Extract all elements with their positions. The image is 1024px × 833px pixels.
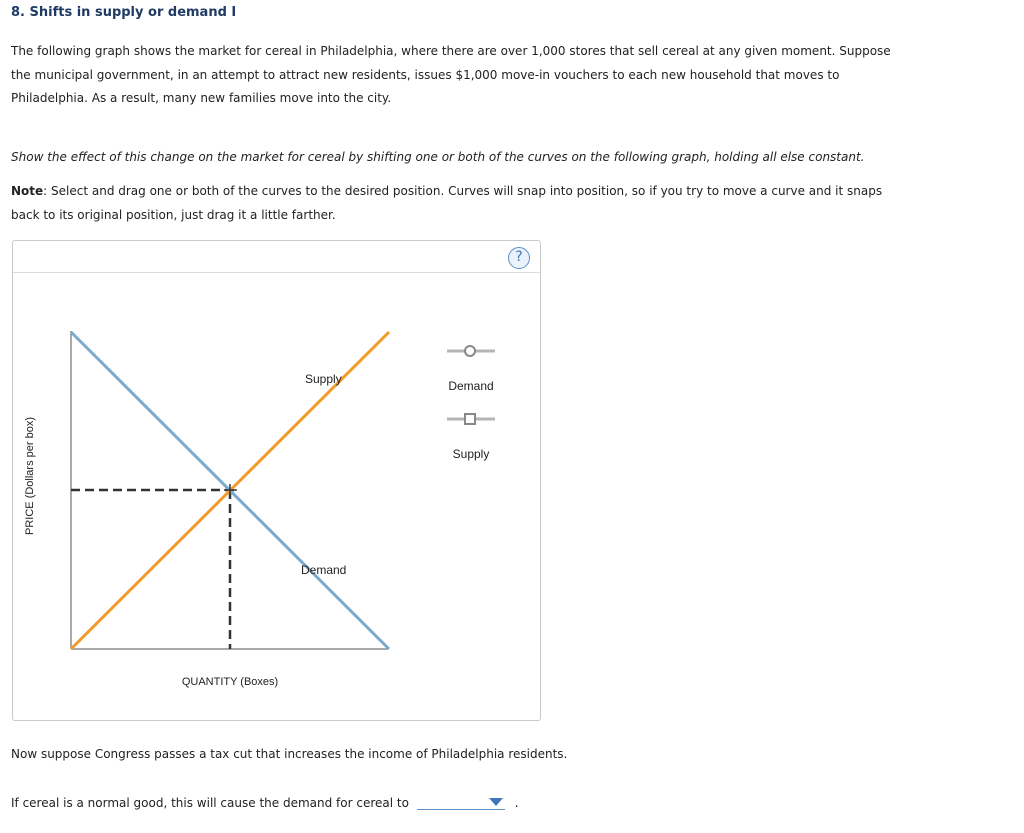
supply-curve-label: Supply bbox=[305, 372, 342, 386]
followup-question-text: If cereal is a normal good, this will cause the demand for cereal to bbox=[11, 796, 409, 810]
legend-supply-label: Supply bbox=[452, 447, 490, 461]
intro-paragraph: The following graph shows the market for cereal in Philadelphia, where there are over 1,000 stores that sell cereal at any given moment. Suppose the municipal government, in an attempt to attract new residents, issues $1,000 move-in vouchers to each new household that moves to Philadelphia. As a result, many new families move into the city. bbox=[11, 44, 891, 105]
supply-demand-graph bbox=[13, 241, 542, 722]
demand-curve-label: Demand bbox=[301, 563, 347, 577]
followup-question bbox=[11, 794, 519, 810]
legend-demand-label: Demand bbox=[448, 379, 494, 393]
y-axis-label: PRICE (Dollars per box) bbox=[24, 417, 36, 535]
question-title: 8. Shifts in supply or demand I bbox=[11, 5, 237, 20]
circle-marker-icon bbox=[465, 346, 475, 356]
legend-demand-tool[interactable] bbox=[447, 346, 495, 393]
followup-text: Now suppose Congress passes a tax cut that increases the income of Philadelphia residents. bbox=[11, 747, 568, 761]
x-axis-label: QUANTITY (Boxes) bbox=[181, 676, 279, 688]
note-text: : Select and drag one or both of the curves to the desired position. Curves will snap into position, so if you try to move a curve and it snaps back to its original position, just drag it a little farther. bbox=[11, 184, 883, 222]
note-paragraph bbox=[11, 180, 911, 227]
instruction-paragraph: Show the effect of this change on the market for cereal by shifting one or both of the curves on the following graph, holding all else constant. bbox=[11, 150, 865, 164]
square-marker-icon bbox=[465, 414, 475, 424]
help-icon[interactable]: ? bbox=[508, 247, 530, 269]
legend-supply-tool[interactable] bbox=[447, 414, 495, 461]
graph-panel bbox=[12, 240, 541, 721]
period: . bbox=[514, 796, 519, 810]
note-label: Note bbox=[11, 184, 44, 198]
demand-change-dropdown[interactable] bbox=[417, 794, 505, 810]
chevron-down-icon bbox=[489, 798, 503, 806]
